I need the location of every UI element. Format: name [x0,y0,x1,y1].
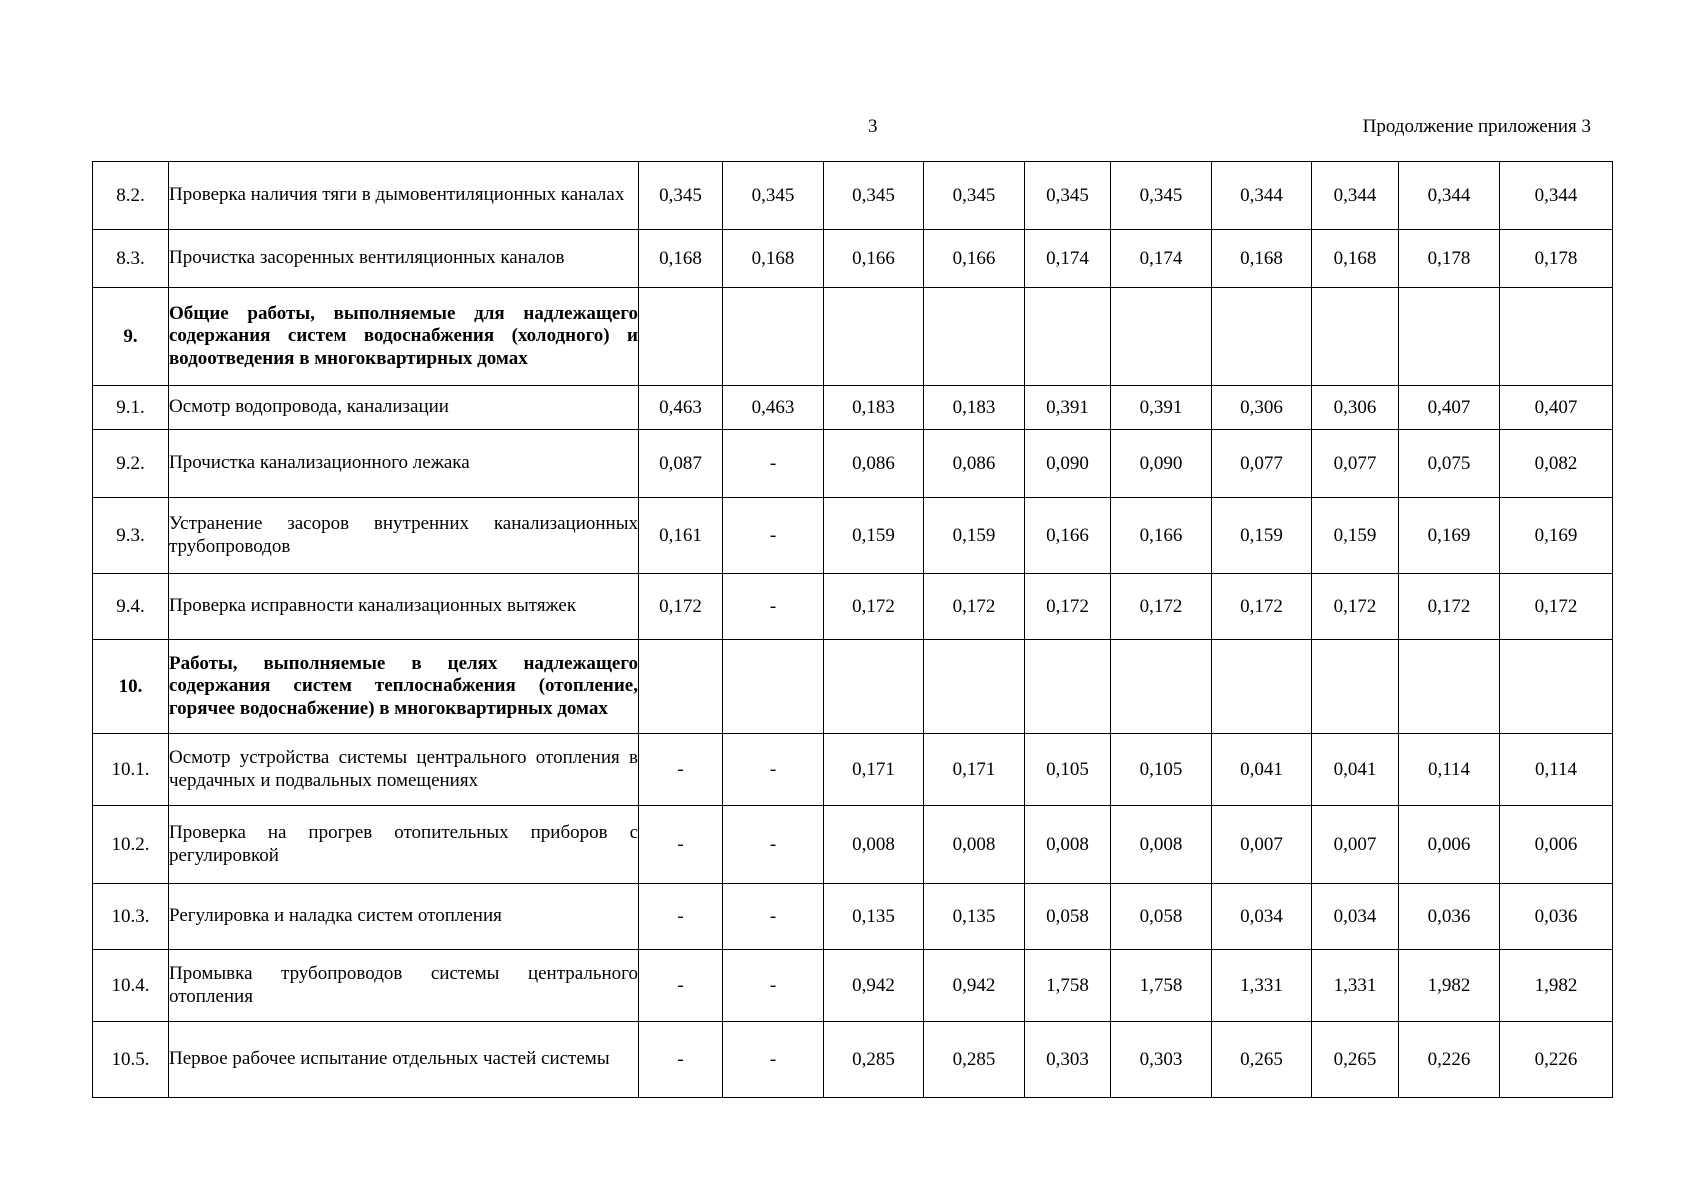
value-cell: 0,391 [1111,386,1212,430]
value-cell [639,288,723,386]
value-cell: 0,345 [1025,162,1111,230]
row-number: 10.4. [93,950,169,1022]
value-cell: 0,168 [723,230,824,288]
value-cell: 0,172 [924,574,1025,640]
value-cell: 0,345 [924,162,1025,230]
value-cell: 0,169 [1500,498,1613,574]
row-number: 10.5. [93,1022,169,1098]
value-cell: 0,306 [1212,386,1312,430]
value-cell: - [723,884,824,950]
value-cell [1500,640,1613,734]
value-cell: 0,183 [824,386,924,430]
value-cell: 0,077 [1312,430,1399,498]
value-cell: 0,007 [1312,806,1399,884]
value-cell: 0,303 [1025,1022,1111,1098]
value-cell: 0,168 [1212,230,1312,288]
table-row [93,884,1613,950]
value-cell: 0,345 [639,162,723,230]
value-cell: 0,036 [1500,884,1613,950]
row-description: Регулировка и наладка систем отопления [169,884,639,950]
table-row [93,498,1613,574]
value-cell: 1,982 [1500,950,1613,1022]
value-cell [1399,288,1500,386]
value-cell: 0,090 [1111,430,1212,498]
row-number: 10. [93,640,169,734]
value-cell: 0,306 [1312,386,1399,430]
value-cell: 0,090 [1025,430,1111,498]
value-cell: 0,172 [1212,574,1312,640]
row-description: Осмотр водопровода, канализации [169,386,639,430]
value-cell: 0,086 [824,430,924,498]
value-cell: 0,077 [1212,430,1312,498]
value-cell [1399,640,1500,734]
value-cell: 0,178 [1500,230,1613,288]
value-cell: 0,463 [723,386,824,430]
row-number: 9.4. [93,574,169,640]
row-description: Работы, выполняемые в целях надлежащего содержания систем теплоснабжения (отопление, горячее водоснабжение) в многоквартирных домах [169,640,639,734]
value-cell: 0,008 [1111,806,1212,884]
value-cell: 0,166 [924,230,1025,288]
value-cell: 0,008 [924,806,1025,884]
table-body [93,162,1613,1098]
value-cell: 0,008 [1025,806,1111,884]
value-cell: 0,171 [924,734,1025,806]
value-cell [1312,288,1399,386]
value-cell: 0,942 [824,950,924,1022]
value-cell: 0,058 [1111,884,1212,950]
value-cell [639,640,723,734]
row-description: Проверка на прогрев отопительных приборов с регулировкой [169,806,639,884]
value-cell: 0,285 [824,1022,924,1098]
value-cell: 0,285 [924,1022,1025,1098]
value-cell [1025,640,1111,734]
value-cell: 0,114 [1399,734,1500,806]
value-cell: 0,391 [1025,386,1111,430]
table-row [93,574,1613,640]
value-cell: 0,172 [1500,574,1613,640]
value-cell [1111,640,1212,734]
value-cell: 0,172 [639,574,723,640]
value-cell: 0,041 [1312,734,1399,806]
value-cell: 0,168 [639,230,723,288]
row-number: 9.2. [93,430,169,498]
value-cell: 0,407 [1399,386,1500,430]
value-cell: 0,166 [1025,498,1111,574]
value-cell: - [639,1022,723,1098]
value-cell: - [723,1022,824,1098]
row-number: 10.3. [93,884,169,950]
value-cell: 0,172 [1399,574,1500,640]
value-cell: 0,265 [1212,1022,1312,1098]
value-cell: 0,058 [1025,884,1111,950]
value-cell: 0,171 [824,734,924,806]
value-cell: 0,168 [1312,230,1399,288]
value-cell: 0,344 [1500,162,1613,230]
table-row [93,230,1613,288]
value-cell: 0,007 [1212,806,1312,884]
value-cell: - [723,734,824,806]
value-cell: 0,086 [924,430,1025,498]
row-number: 9. [93,288,169,386]
row-description: Промывка трубопроводов системы центрального отопления [169,950,639,1022]
value-cell: - [723,574,824,640]
value-cell: 0,172 [1111,574,1212,640]
value-cell: 1,758 [1025,950,1111,1022]
row-description: Устранение засоров внутренних канализационных трубопроводов [169,498,639,574]
value-cell: 0,942 [924,950,1025,1022]
value-cell: 0,087 [639,430,723,498]
value-cell: 0,344 [1399,162,1500,230]
value-cell: 0,006 [1399,806,1500,884]
row-number: 9.1. [93,386,169,430]
table-row [93,1022,1613,1098]
table-row [93,288,1613,386]
value-cell [824,640,924,734]
value-cell [723,288,824,386]
value-cell: 1,982 [1399,950,1500,1022]
value-cell: - [723,950,824,1022]
value-cell: 1,331 [1212,950,1312,1022]
row-description: Первое рабочее испытание отдельных частей системы [169,1022,639,1098]
value-cell: 0,303 [1111,1022,1212,1098]
value-cell: 0,075 [1399,430,1500,498]
table-row [93,386,1613,430]
value-cell [1025,288,1111,386]
value-cell: 0,174 [1111,230,1212,288]
value-cell: 0,172 [1312,574,1399,640]
value-cell: 0,008 [824,806,924,884]
value-cell [1500,288,1613,386]
table-row [93,162,1613,230]
value-cell: - [723,806,824,884]
value-cell: 0,183 [924,386,1025,430]
value-cell: 0,226 [1399,1022,1500,1098]
row-number: 10.2. [93,806,169,884]
value-cell: 1,331 [1312,950,1399,1022]
appendix-note: Продолжение приложения 3 [1362,116,1591,137]
row-description: Проверка наличия тяги в дымовентиляционных каналах [169,162,639,230]
value-cell: 0,345 [723,162,824,230]
value-cell: 0,344 [1312,162,1399,230]
page-number: 3 [868,116,878,137]
row-description: Проверка исправности канализационных вытяжек [169,574,639,640]
value-cell: 0,159 [1212,498,1312,574]
value-cell: 0,159 [924,498,1025,574]
value-cell: 0,345 [1111,162,1212,230]
row-description: Осмотр устройства системы центрального отопления в чердачных и подвальных помещениях [169,734,639,806]
value-cell: 0,174 [1025,230,1111,288]
value-cell: 0,135 [924,884,1025,950]
value-cell: 0,159 [824,498,924,574]
value-cell [924,288,1025,386]
row-number: 10.1. [93,734,169,806]
value-cell: 0,178 [1399,230,1500,288]
value-cell: 0,463 [639,386,723,430]
value-cell: 0,036 [1399,884,1500,950]
value-cell: 0,166 [824,230,924,288]
value-cell: 0,105 [1025,734,1111,806]
row-number: 9.3. [93,498,169,574]
value-cell: 1,758 [1111,950,1212,1022]
value-cell: 0,034 [1212,884,1312,950]
value-cell [723,640,824,734]
value-cell [824,288,924,386]
value-cell: 0,105 [1111,734,1212,806]
value-cell [1312,640,1399,734]
value-cell: 0,169 [1399,498,1500,574]
row-description: Общие работы, выполняемые для надлежащего содержания систем водоснабжения (холодного) и водоотведения в многоквартирных домах [169,288,639,386]
value-cell [1111,288,1212,386]
data-table [92,161,1613,1098]
row-number: 8.3. [93,230,169,288]
value-cell: 0,226 [1500,1022,1613,1098]
value-cell: 0,041 [1212,734,1312,806]
value-cell: 0,344 [1212,162,1312,230]
table-row [93,806,1613,884]
value-cell: - [723,430,824,498]
value-cell: 0,135 [824,884,924,950]
value-cell: - [639,950,723,1022]
value-cell: 0,172 [1025,574,1111,640]
value-cell [924,640,1025,734]
value-cell: 0,166 [1111,498,1212,574]
table-row [93,430,1613,498]
value-cell: - [723,498,824,574]
value-cell: 0,407 [1500,386,1613,430]
value-cell: - [639,734,723,806]
value-cell: 0,114 [1500,734,1613,806]
value-cell: 0,159 [1312,498,1399,574]
table-row [93,640,1613,734]
value-cell: - [639,884,723,950]
value-cell [1212,288,1312,386]
value-cell [1212,640,1312,734]
value-cell: 0,161 [639,498,723,574]
row-description: Прочистка засоренных вентиляционных каналов [169,230,639,288]
value-cell: 0,172 [824,574,924,640]
value-cell: 0,034 [1312,884,1399,950]
value-cell: 0,265 [1312,1022,1399,1098]
value-cell: 0,345 [824,162,924,230]
row-description: Прочистка канализационного лежака [169,430,639,498]
value-cell: - [639,806,723,884]
value-cell: 0,082 [1500,430,1613,498]
table-row [93,734,1613,806]
table-row [93,950,1613,1022]
row-number: 8.2. [93,162,169,230]
value-cell: 0,006 [1500,806,1613,884]
